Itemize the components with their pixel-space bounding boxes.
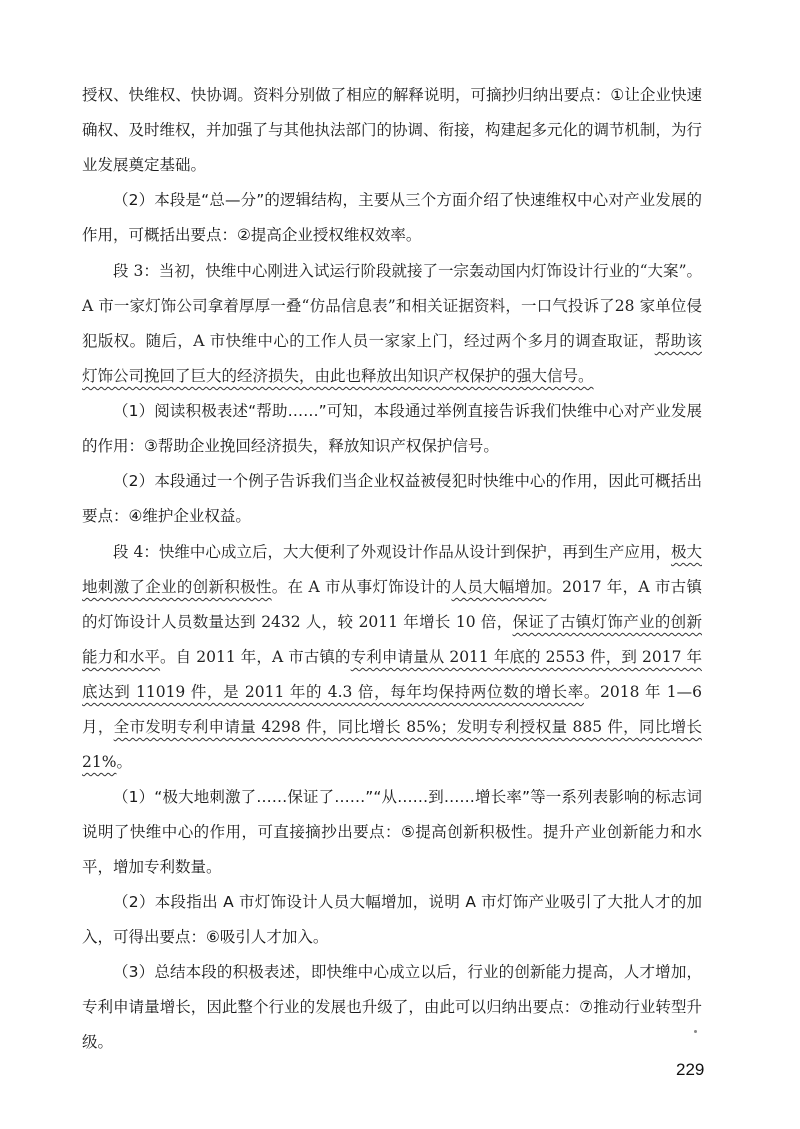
paragraph-8: （2）本段指出 A 市灯饰设计人员大幅增加，说明 A 市灯饰产业吸引了大批人才的加入，可得出要点：⑥吸引人才加入。 — [82, 893, 702, 946]
page-number: 229 — [676, 1060, 705, 1079]
paragraph-4: （1）阅读积极表述“帮助……”可知，本段通过举例直接告诉我们快维中心对产业发展的作用：③帮助企业挽回经济损失，释放知识产权保护信号。 — [82, 402, 702, 455]
underlined-phrase: 全市发明专利申请量 4298 件，同比增长 85%；发明专利授权量 885 件，同比增长 21% — [82, 718, 702, 771]
underlined-phrase: 保证了古镇灯饰产业的创新能力和水平 — [82, 613, 702, 666]
paragraph-7: （1）“极大地刺激了……保证了……”“从……到……增长率”等一系列表影响的标志词说明了快维中心的作用，可直接摘抄出要点：⑤提高创新积极性。提升产业创新能力和水平，增加专利数量。 — [82, 788, 702, 876]
underlined-phrase: 专利申请量从 2011 年底的 2553 件，到 2017 年底达到 11019 件，是 2011 年的 4.3 倍，每年均保持两位数的增长率 — [82, 648, 702, 701]
underlined-phrase: 极大地刺激了企业的创新积极性 — [82, 543, 702, 596]
paragraph-9: （3）总结本段的积极表述，即快维中心成立以后，行业的创新能力提高，人才增加，专利申请量增长，因此整个行业的发展也升级了，由此可以归纳出要点：⑦推动行业转型升级。 — [82, 963, 702, 1051]
paragraph-6-source: 段 4：快维中心成立后，大大便利了外观设计作品从设计到保护，再到生产应用，极大地刺激了企业的创新积极性。在 A 市从事灯饰设计的人员大幅增加。2017 年，A 市古镇的灯饰设计人员数量达到 2432 人，较 2011 年增长 10 倍，保证了古镇灯饰产业的创新能力和水平。自 2011 年，A 市古镇的专利申请量从 2011 年底的 2553 件，到 2017 年底达到 11019 件，是 2011 年的 4.3 倍，每年均保持两位数的增长率。2018 年 1—6 月，全市发明专利申请量 4298 件，同比增长 85%；发明专利授权量 885 件，同比增长 21%。 — [82, 543, 702, 771]
paragraph-1: 授权、快维权、快协调。资料分别做了相应的解释说明，可摘抄归纳出要点：①让企业快速确权、及时维权，并加强了与其他执法部门的协调、衔接，构建起多元化的调节机制，为行业发展奠定基础。 — [82, 86, 703, 174]
paragraph-5: （2）本段通过一个例子告诉我们当企业权益被侵犯时快维中心的作用，因此可概括出要点：④维护企业权益。 — [82, 472, 702, 525]
underlined-phrase: 人员大幅增加 — [451, 578, 547, 596]
underlined-phrase: 帮助该灯饰公司挽回了巨大的经济损失，由此也释放出知识产权保护的强大信号。 — [82, 332, 702, 385]
paragraph-2: （2）本段是“总—分”的逻辑结构，主要从三个方面介绍了快速维权中心对产业发展的作用，可概括出要点：②提高企业授权维权效率。 — [82, 191, 702, 244]
scan-speck — [694, 1030, 697, 1033]
paragraph-3-source: 段 3：当初，快维中心刚进入试运行阶段就接了一宗轰动国内灯饰设计行业的“大案”。A 市一家灯饰公司拿着厚厚一叠“仿品信息表”和相关证据资料，一口气投诉了28 家单位侵犯版权。随后，A 市快维中心的工作人员一家家上门，经过两个多月的调查取证，帮助该灯饰公司挽回了巨大的经济损失，由此也释放出知识产权保护的强大信号。 — [82, 262, 702, 385]
